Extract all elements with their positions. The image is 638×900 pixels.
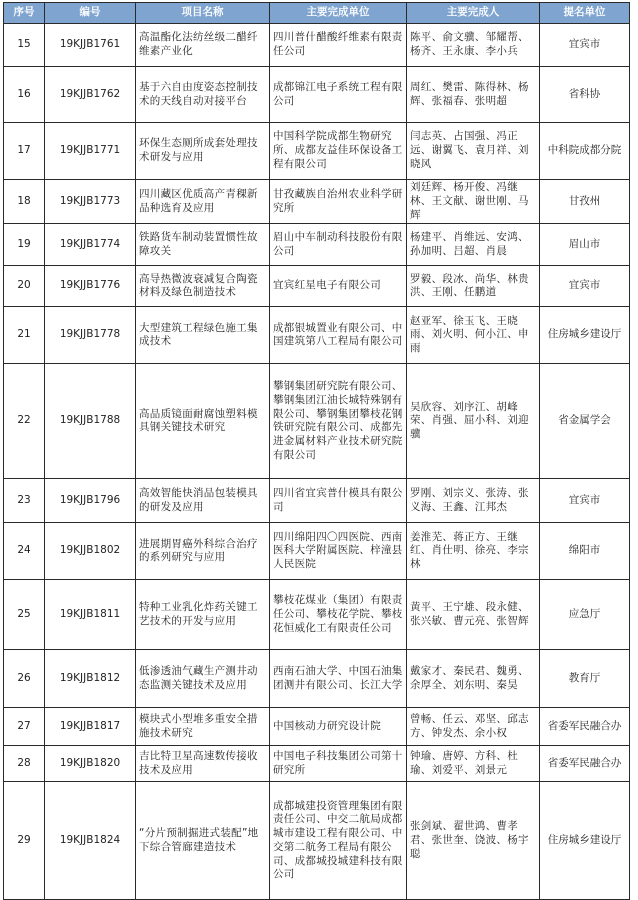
cell-seq: 25	[4, 580, 45, 650]
table-row	[4, 24, 630, 67]
cell-nominator: 省委军民融合办	[540, 746, 630, 782]
table-row	[4, 708, 630, 746]
cell-code: 19KJJB1802	[45, 523, 136, 580]
cell-nominator: 应急厅	[540, 580, 630, 650]
cell-seq: 28	[4, 746, 45, 782]
cell-code: 19KJJB1778	[45, 307, 136, 364]
award-table	[3, 2, 630, 900]
cell-project-name: 吉比特卫星高速数传接收技术及应用	[136, 746, 270, 782]
cell-nominator: 住房城乡建设厅	[540, 782, 630, 900]
cell-nominator: 省委军民融合办	[540, 708, 630, 746]
cell-seq: 22	[4, 364, 45, 479]
cell-seq: 20	[4, 266, 45, 307]
cell-seq: 23	[4, 479, 45, 523]
cell-nominator: 中科院成都分院	[540, 123, 630, 180]
cell-project-name: 环保生态厕所成套处理技术研发与应用	[136, 123, 270, 180]
table-row	[4, 479, 630, 523]
header-code: 编号	[45, 3, 136, 24]
cell-people: 刘廷辉、杨开俊、冯继林、王文献、谢世刚、马辉	[407, 180, 540, 224]
cell-seq: 21	[4, 307, 45, 364]
cell-seq: 17	[4, 123, 45, 180]
table-row	[4, 650, 630, 708]
cell-nominator: 绵阳市	[540, 523, 630, 580]
cell-project-name: 高温酯化法纺丝级二醋纤维素产业化	[136, 24, 270, 67]
cell-nominator: 教育厅	[540, 650, 630, 708]
cell-units: 成都城建投资管理集团有限责任公司、中交二航局成都城市建设工程有限公司、中交第二航务工程局有限公司、成都城投城建科技有限公司	[270, 782, 407, 900]
cell-code: 19KJJB1820	[45, 746, 136, 782]
cell-code: 19KJJB1776	[45, 266, 136, 307]
cell-units: 四川省宜宾普什模具有限公司	[270, 479, 407, 523]
cell-units: 攀枝花煤业（集团）有限责任公司、攀枝花学院、攀枝花恒威化工有限责任公司	[270, 580, 407, 650]
cell-people: 杨建平、肖维远、安鸿、孙加明、吕超、肖晨	[407, 224, 540, 266]
cell-people: 吴欣容、刘序江、胡峰荣、肖强、屈小科、刘迎骥	[407, 364, 540, 479]
cell-people: 罗毅、段冰、尚华、林贵洪、王刚、任鹏道	[407, 266, 540, 307]
header-project-name: 项目名称	[136, 3, 270, 24]
cell-nominator: 省科协	[540, 67, 630, 123]
cell-code: 19KJJB1774	[45, 224, 136, 266]
table-row	[4, 67, 630, 123]
table-row	[4, 307, 630, 364]
cell-units: 四川普什醋酸纤维素有限责任公司	[270, 24, 407, 67]
table-row	[4, 746, 630, 782]
cell-code: 19KJJB1796	[45, 479, 136, 523]
cell-code: 19KJJB1788	[45, 364, 136, 479]
cell-nominator: 宜宾市	[540, 266, 630, 307]
cell-seq: 15	[4, 24, 45, 67]
cell-units: 中国电子科技集团公司第十研究所	[270, 746, 407, 782]
cell-people: 戴家才、秦民君、魏勇、余厚全、刘东明、秦昊	[407, 650, 540, 708]
cell-project-name: 大型建筑工程绿色施工集成技术	[136, 307, 270, 364]
cell-project-name: 铁路货车制动装置惯性故障攻关	[136, 224, 270, 266]
cell-code: 19KJJB1811	[45, 580, 136, 650]
cell-seq: 27	[4, 708, 45, 746]
cell-code: 19KJJB1761	[45, 24, 136, 67]
cell-project-name: “分片预制掘进式装配”地下综合管廊建造技术	[136, 782, 270, 900]
cell-project-name: 基于六自由度姿态控制技术的天线自动对接平台	[136, 67, 270, 123]
header-people: 主要完成人	[407, 3, 540, 24]
cell-people: 陈平、俞文骥、邹耀帮、杨齐、王永康、李小兵	[407, 24, 540, 67]
cell-units: 眉山中车制动科技股份有限公司	[270, 224, 407, 266]
cell-units: 成都锦江电子系统工程有限公司	[270, 67, 407, 123]
table-row	[4, 123, 630, 180]
cell-units: 中国核动力研究设计院	[270, 708, 407, 746]
cell-project-name: 高品质镜面耐腐蚀塑料模具钢关键技术研究	[136, 364, 270, 479]
header-units: 主要完成单位	[270, 3, 407, 24]
header-seq: 序号	[4, 3, 45, 24]
table-row	[4, 364, 630, 479]
cell-code: 19KJJB1824	[45, 782, 136, 900]
cell-code: 19KJJB1771	[45, 123, 136, 180]
cell-people: 周红、樊雷、陈得林、杨辉、张福春、张明超	[407, 67, 540, 123]
cell-units: 四川绵阳四〇四医院、西南医科大学附属医院、梓潼县人民医院	[270, 523, 407, 580]
cell-code: 19KJJB1773	[45, 180, 136, 224]
cell-code: 19KJJB1812	[45, 650, 136, 708]
cell-project-name: 高效智能快消品包装模具的研发及应用	[136, 479, 270, 523]
cell-nominator: 住房城乡建设厅	[540, 307, 630, 364]
cell-seq: 16	[4, 67, 45, 123]
cell-people: 闫志英、占国强、冯正远、谢翼飞、袁月祥、刘晓风	[407, 123, 540, 180]
cell-people: 张剑斌、翟世鸿、曹孝君、张世奎、饶波、杨宇聪	[407, 782, 540, 900]
cell-seq: 24	[4, 523, 45, 580]
cell-project-name: 进展期胃癌外科综合治疗的系列研究与应用	[136, 523, 270, 580]
cell-code: 19KJJB1817	[45, 708, 136, 746]
cell-units: 甘孜藏族自治州农业科学研究所	[270, 180, 407, 224]
cell-project-name: 高导热微波衰减复合陶瓷材料及绿色制造技术	[136, 266, 270, 307]
cell-project-name: 四川藏区优质高产青稞新品种选育及应用	[136, 180, 270, 224]
cell-seq: 29	[4, 782, 45, 900]
cell-seq: 18	[4, 180, 45, 224]
table-row	[4, 782, 630, 900]
cell-project-name: 特种工业乳化炸药关键工艺技术的开发与应用	[136, 580, 270, 650]
cell-project-name: 模块式小型堆多重安全措施技术研究	[136, 708, 270, 746]
table-row	[4, 224, 630, 266]
table-row	[4, 180, 630, 224]
table-row	[4, 266, 630, 307]
cell-people: 黄平、王宁雄、段永健、张兴敏、曹元亮、张智辉	[407, 580, 540, 650]
cell-nominator: 眉山市	[540, 224, 630, 266]
cell-nominator: 甘孜州	[540, 180, 630, 224]
cell-nominator: 宜宾市	[540, 24, 630, 67]
cell-people: 罗刚、刘宗义、张涛、张义海、王鑫、江邦杰	[407, 479, 540, 523]
cell-people: 姜淮芜、蒋正方、王继红、肖仕明、徐亮、李宗林	[407, 523, 540, 580]
cell-units: 中国科学院成都生物研究所、成都友益佳环保设备工程有限公司	[270, 123, 407, 180]
cell-seq: 26	[4, 650, 45, 708]
table-row	[4, 523, 630, 580]
table-row	[4, 580, 630, 650]
cell-people: 钟瑜、唐婷、方科、杜瑜、刘爱平、刘景元	[407, 746, 540, 782]
cell-code: 19KJJB1762	[45, 67, 136, 123]
header-row	[4, 3, 630, 24]
cell-units: 宜宾红星电子有限公司	[270, 266, 407, 307]
cell-nominator: 省金属学会	[540, 364, 630, 479]
cell-units: 成都银城置业有限公司、中国建筑第八工程局有限公司	[270, 307, 407, 364]
cell-units: 攀钢集团研究院有限公司、攀钢集团江油长城特殊钢有限公司、攀钢集团攀枝花钢铁研究院有限公司、成都先进金属材料产业技术研究院有限公司	[270, 364, 407, 479]
header-nominator: 提名单位	[540, 3, 630, 24]
cell-nominator: 宜宾市	[540, 479, 630, 523]
cell-people: 赵亚军、徐玉飞、王晓雨、刘火明、何小江、申雨	[407, 307, 540, 364]
cell-seq: 19	[4, 224, 45, 266]
cell-people: 曾畅、任云、邓坚、邱志方、钟发杰、余小权	[407, 708, 540, 746]
cell-units: 西南石油大学、中国石油集团测井有限公司、长江大学	[270, 650, 407, 708]
cell-project-name: 低渗透油气藏生产测井动态监测关键技术及应用	[136, 650, 270, 708]
